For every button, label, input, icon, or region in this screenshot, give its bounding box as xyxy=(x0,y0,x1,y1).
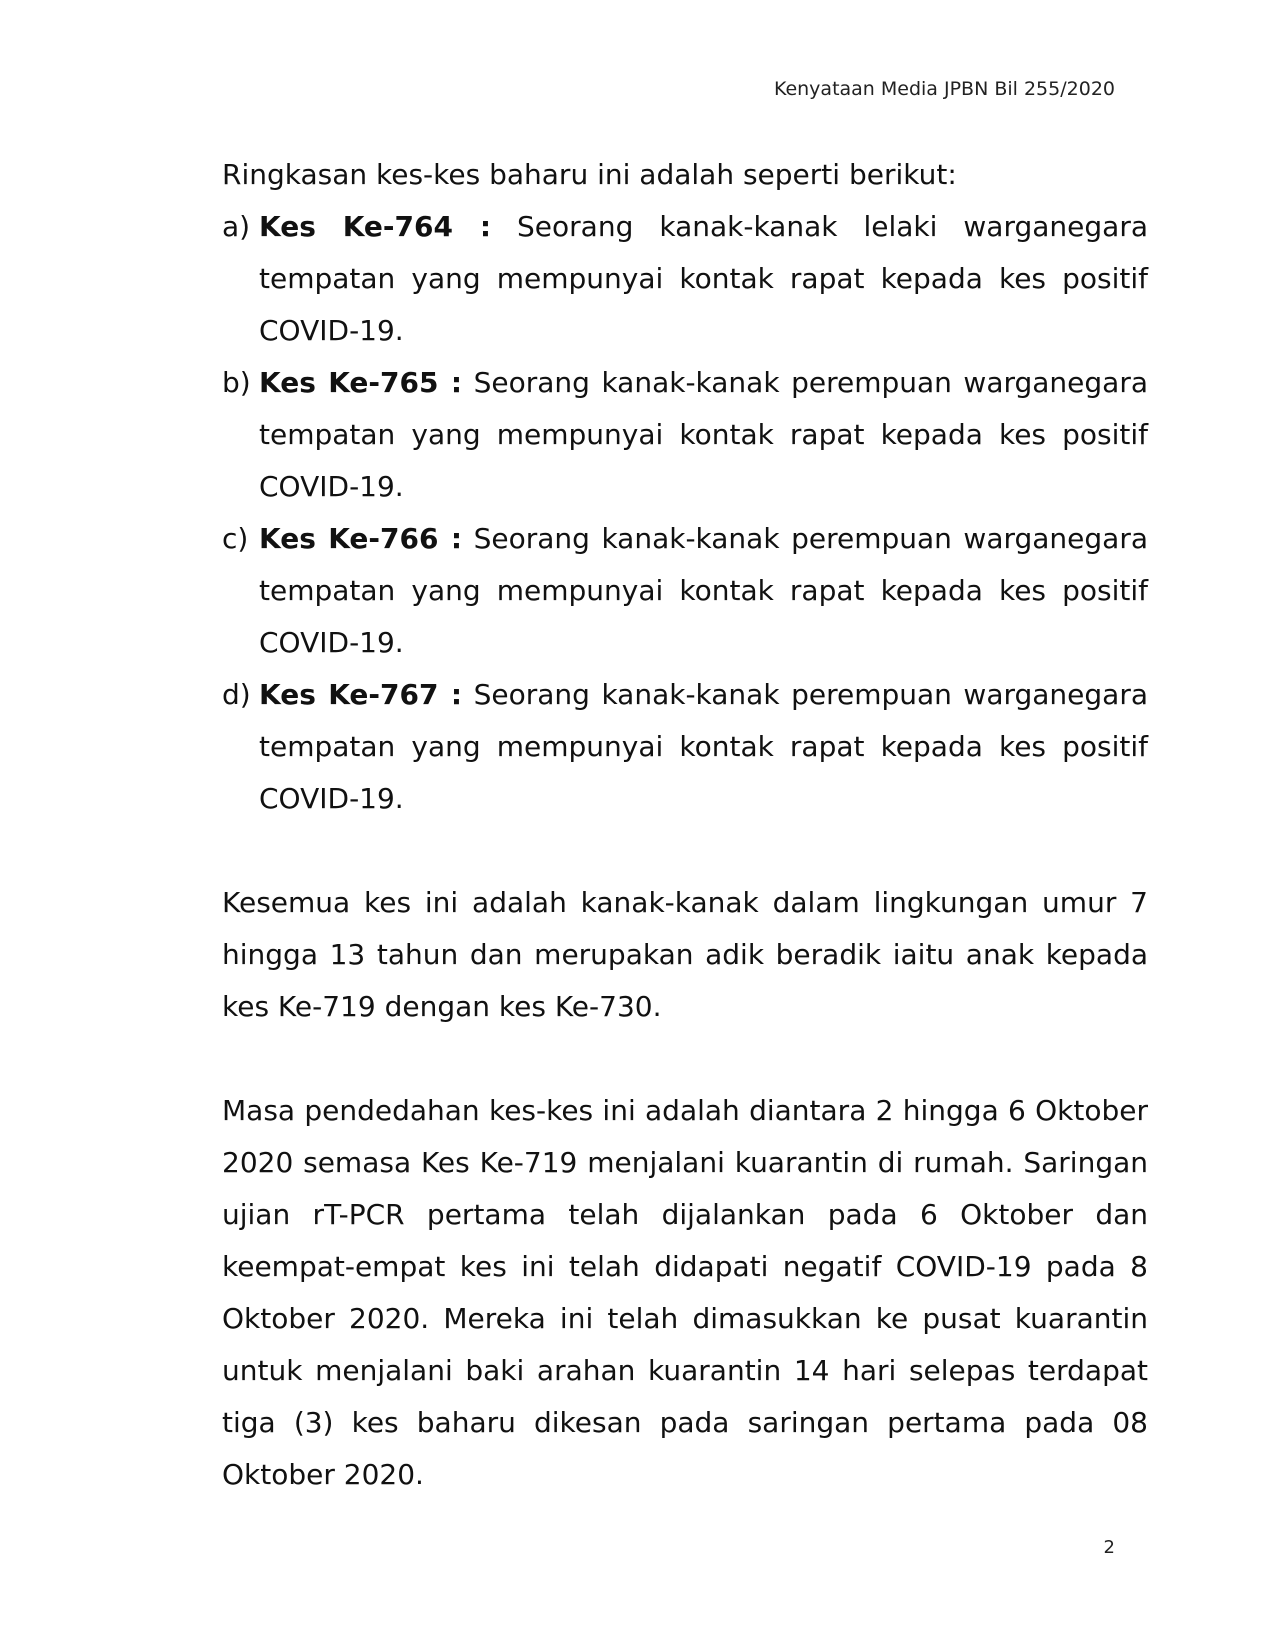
page-number: 2 xyxy=(1103,1537,1115,1558)
case-id: Kes Ke-767 : xyxy=(259,678,463,711)
intro-text: Ringkasan kes-kes baharu ini adalah seperti berikut: xyxy=(222,158,957,191)
case-id: Kes Ke-766 : xyxy=(259,522,463,555)
exposure-paragraph: Masa pendedahan kes-kes ini adalah diantara 2 hingga 6 Oktober 2020 semasa Kes Ke-719 menjalani kuarantin di rumah. Saringan ujian rT-PCR pertama telah dijalankan pada 6 Oktober dan keempat-empat kes ini telah didapati negatif COVID-19 pada 8 Oktober 2020. Mereka ini telah dimasukkan ke pusat kuarantin untuk menjalani baki arahan kuarantin 14 hari selepas terdapat tiga (3) kes baharu dikesan pada saringan pertama pada 08 Oktober 2020. xyxy=(222,1094,1148,1491)
case-marker: b) xyxy=(222,366,251,399)
case-id: Kes Ke-764 : xyxy=(259,210,492,243)
case-item-767 xyxy=(222,669,1148,825)
summary-paragraph: Kesemua kes ini adalah kanak-kanak dalam lingkungan umur 7 hingga 13 tahun dan merupakan adik beradik iaitu anak kepada kes Ke-719 dengan kes Ke-730. xyxy=(222,886,1148,1023)
case-description: Seorang kanak-kanak perempuan warganegara tempatan yang mempunyai kontak rapat kepada kes positif COVID-19. xyxy=(259,366,1148,503)
case-item-764 xyxy=(222,201,1148,357)
case-body xyxy=(259,201,1148,357)
case-marker: a) xyxy=(222,210,251,243)
case-item-765 xyxy=(222,357,1148,513)
case-description: Seorang kanak-kanak lelaki warganegara tempatan yang mempunyai kontak rapat kepada kes positif COVID-19. xyxy=(259,210,1148,347)
document-body xyxy=(222,149,1148,1501)
case-marker: c) xyxy=(222,522,249,555)
document-reference: Kenyataan Media JPBN Bil 255/2020 xyxy=(773,78,1115,100)
case-description: Seorang kanak-kanak perempuan warganegara tempatan yang mempunyai kontak rapat kepada kes positif COVID-19. xyxy=(259,522,1148,659)
case-marker: d) xyxy=(222,678,251,711)
case-item-766 xyxy=(222,513,1148,669)
case-list xyxy=(222,201,1148,825)
case-description: Seorang kanak-kanak perempuan warganegara tempatan yang mempunyai kontak rapat kepada kes positif COVID-19. xyxy=(259,678,1148,815)
case-body xyxy=(259,669,1148,825)
case-id: Kes Ke-765 : xyxy=(259,366,463,399)
case-body xyxy=(259,513,1148,669)
case-body xyxy=(259,357,1148,513)
